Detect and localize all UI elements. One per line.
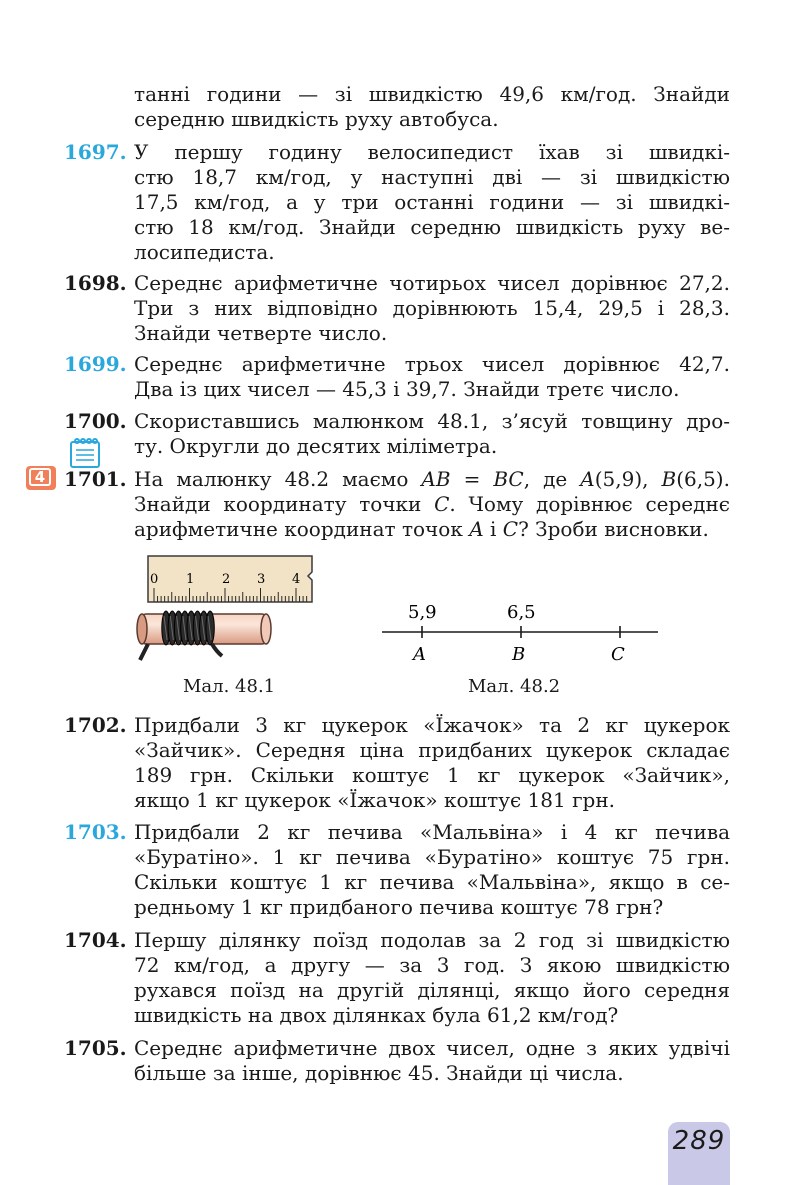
difficulty-badge-label: 4 <box>29 468 51 486</box>
text-span: і <box>483 517 503 541</box>
text-line: лосипедиста. <box>134 240 275 264</box>
text-line: «Зайчик». Середня ціна придбаних цукерок складає <box>134 738 730 762</box>
math-var: A <box>469 517 484 541</box>
text-span: арифметичне координат точок <box>134 517 470 541</box>
problem-number-1698: 1698. <box>64 271 127 295</box>
math-var: A <box>580 467 595 491</box>
text-line <box>134 467 730 492</box>
ruler-label-4: 4 <box>292 572 301 587</box>
text-span: . Чому дорівнює середнє <box>449 492 730 516</box>
text-line <box>134 492 730 517</box>
problem-number-1700: 1700. <box>64 409 127 433</box>
math-var: B <box>661 467 677 491</box>
text-line: більше за інше, дорівнює 45. Знайди ці числа. <box>134 1061 624 1085</box>
text-line: якщо 1 кг цукерок «Їжачок» коштує 181 грн. <box>134 788 616 812</box>
text-line: Першу ділянку поїзд подолав за 2 год зі швидкістю <box>134 928 730 952</box>
wire-coil <box>162 611 215 645</box>
text-line: середню швидкість руху автобуса. <box>134 107 499 131</box>
text-line: Три з них відповідно дорівнюють 15,4, 29,5 і 28,3. <box>134 296 730 320</box>
text-span: , де <box>523 467 581 491</box>
problem-number-1705: 1705. <box>64 1036 127 1060</box>
text-span: = <box>450 467 494 491</box>
problem-number-1702: 1702. <box>64 713 127 737</box>
page-number: 289 <box>672 1126 726 1156</box>
text-line: У першу годину велосипедист їхав зі швидкі- <box>134 140 730 164</box>
value-b: 6,5 <box>507 602 536 623</box>
text-line: стю 18 км/год. Знайди середню швидкість руху ве- <box>134 215 730 239</box>
text-line: стю 18,7 км/год, у наступні дві — зі швидкістю <box>134 165 730 189</box>
problem-number-1701: 1701. <box>64 467 127 491</box>
text-span: На малюнку 48.2 маємо <box>134 467 422 491</box>
text-line: Середнє арифметичне двох чисел, одне з яких удвічі <box>134 1036 730 1060</box>
text-span: Знайди координату точки <box>134 492 435 516</box>
difficulty-badge <box>26 466 56 490</box>
text-span: ? Зроби висновки. <box>518 517 709 541</box>
point-label-a: A <box>413 644 426 665</box>
problem-number-1703: 1703. <box>64 820 127 844</box>
text-line: Скориставшись малюнком 48.1, з’ясуй товщину дро- <box>134 409 730 433</box>
text-line: Середнє арифметичне чотирьох чисел дорівнює 27,2. <box>134 271 730 295</box>
text-line: Знайди четверте число. <box>134 321 388 345</box>
text-line: швидкість на двох ділянках була 61,2 км/год? <box>134 1003 619 1027</box>
text-line: Середнє арифметичне трьох чисел дорівнює 42,7. <box>134 352 730 376</box>
figure-caption-48-2: Мал. 48.2 <box>468 676 561 697</box>
problem-number-1697: 1697. <box>64 140 127 164</box>
ruler-label-1: 1 <box>186 572 195 587</box>
text-line: 72 км/год, а другу — за 3 год. З якою швидкістю <box>134 953 730 977</box>
point-label-b: B <box>512 644 526 665</box>
text-span: (5,9), <box>594 467 662 491</box>
text-line: рухався поїзд на другій ділянці, якщо його середня <box>134 978 730 1002</box>
text-line: 189 грн. Скільки коштує 1 кг цукерок «Зайчик», <box>134 763 730 787</box>
math-var: BC <box>493 467 524 491</box>
text-line: редньому 1 кг придбаного печива коштує 78 грн? <box>134 895 664 919</box>
text-line <box>134 517 730 542</box>
math-var: AB <box>421 467 451 491</box>
problem-number-1699: 1699. <box>64 352 127 376</box>
value-a: 5,9 <box>408 602 437 623</box>
ruler-label-0: 0 <box>150 572 159 587</box>
text-span: (6,5). <box>676 467 730 491</box>
figure-caption-48-1: Мал. 48.1 <box>183 676 276 697</box>
text-line: Придбали 2 кг печива «Мальвіна» і 4 кг печива <box>134 820 730 844</box>
text-line: Два із цих чисел — 45,3 і 39,7. Знайди третє число. <box>134 377 680 401</box>
math-var: C <box>434 492 450 516</box>
figure-number-line <box>378 596 662 668</box>
ruler-label-3: 3 <box>257 572 266 587</box>
text-line: танні години — зі швидкістю 49,6 км/год. Знайди <box>134 82 730 106</box>
figure-ruler-wire <box>130 552 330 667</box>
notebook-icon <box>68 437 102 469</box>
point-label-c: C <box>611 644 625 665</box>
ruler-label-2: 2 <box>222 572 231 587</box>
problem-number-1704: 1704. <box>64 928 127 952</box>
text-line: «Буратіно». 1 кг печива «Буратіно» коштує 75 грн. <box>134 845 730 869</box>
page-number-tab <box>668 1122 730 1185</box>
text-line: 17,5 км/год, а у три останні години — зі швидкі- <box>134 190 730 214</box>
text-line: Придбали 3 кг цукерок «Їжачок» та 2 кг цукерок <box>134 713 730 737</box>
text-line: Скільки коштує 1 кг печива «Мальвіна», якщо в се- <box>134 870 730 894</box>
math-var: C <box>502 517 519 541</box>
text-line: ту. Округли до десятих міліметра. <box>134 434 498 458</box>
